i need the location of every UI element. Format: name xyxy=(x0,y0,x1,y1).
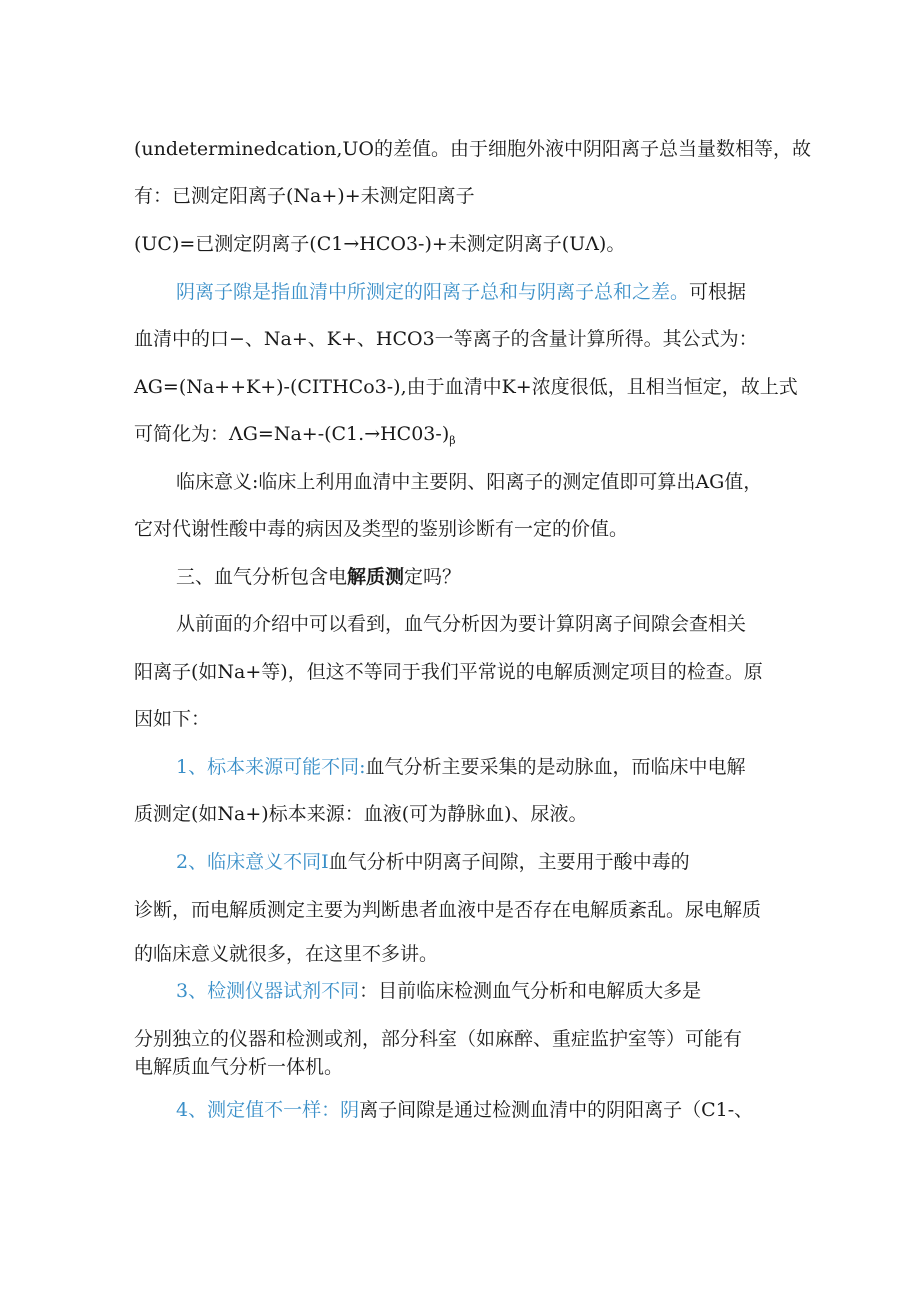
subscript-text: β xyxy=(449,434,456,447)
text-run: ：目前临床检测血气分析和电解质大多是 xyxy=(359,980,702,1002)
paragraph-line xyxy=(134,421,456,454)
paragraph-line: (UC)=已测定阴离子(C1→HCO3-)+未测定阴离子(UΛ)。 xyxy=(134,233,626,255)
paragraph-line: 质测定(如Na+)标本来源：血液(可为静脉血)、尿液。 xyxy=(134,803,588,825)
paragraph-line: 的临床意义就很多，在这里不多讲。 xyxy=(134,943,439,965)
text-run: 血气分析主要采集的是动脉血，而临床中电解 xyxy=(365,756,746,778)
section-heading xyxy=(176,564,461,590)
paragraph-line: 有：已测定阳离子(Na+)+未测定阳离子 xyxy=(134,185,475,207)
paragraph-line: 分别独立的仪器和检测或剂，部分科室（如麻醉、重症监护室等）可能有 xyxy=(134,1028,743,1050)
list-item xyxy=(176,1097,753,1123)
heading-bold-text: 解质测 xyxy=(347,566,405,588)
paragraph-line xyxy=(176,279,746,305)
list-item xyxy=(176,978,701,1004)
paragraph-line: 因如下： xyxy=(134,708,211,730)
list-item-title: 4、测定值不一样：阴 xyxy=(176,1099,360,1121)
highlighted-text: 阴离子隙是指血清中所测定的阳离子总和与阴离子总和之差。 xyxy=(176,281,690,303)
list-item xyxy=(176,849,690,875)
paragraph-line: 它对代谢性酸中毒的病因及类型的鉴别诊断有一定的价值。 xyxy=(134,518,629,540)
text-run: 可根据 xyxy=(689,281,747,303)
paragraph-line: 诊断，而电解质测定主要为判断患者血液中是否存在电解质紊乱。尿电解质 xyxy=(134,899,762,921)
paragraph-line: 阳离子(如Na+等)，但这不等同于我们平常说的电解质测定项目的检查。原 xyxy=(134,661,763,683)
list-item-title: 1、标本来源可能不同: xyxy=(176,756,366,778)
paragraph-line: 临床意义:临床上利用血清中主要阴、阳离子的测定值即可算出AG值， xyxy=(176,471,763,493)
list-item xyxy=(176,754,746,780)
text-run: 离子间隙是通过检测血清中的阴阳离子（C1-、 xyxy=(359,1099,754,1121)
paragraph-line: (undeterminedcation,UO的差值。由于细胞外液中阴阳离子总当量数相等，故 xyxy=(134,138,811,160)
paragraph-line: 从前面的介绍中可以看到，血气分析因为要计算阴离子间隙会查相关 xyxy=(176,613,747,635)
paragraph-line: AG=(Na++K+)-(CITHCo3-),由于血清中K+浓度很低，且相当恒定，故上式 xyxy=(134,376,798,398)
paragraph-line: 电解质血气分析一体机。 xyxy=(134,1056,344,1078)
heading-text: 三、血气分析包含电 xyxy=(176,566,348,588)
text-run: 血气分析中阴离子间隙，主要用于酸中毒的 xyxy=(328,851,690,873)
paragraph-line: 血清中的口−、Na+、K+、HCO3一等离子的含量计算所得。其公式为： xyxy=(134,328,758,350)
list-item-title: 3、检测仪器试剂不同 xyxy=(176,980,360,1002)
heading-text: 定吗？ xyxy=(404,566,462,588)
list-item-title: 2、临床意义不同I xyxy=(176,851,329,873)
formula-text: 可简化为：ΛG=Na+-(C1.→HC03-) xyxy=(134,423,450,445)
